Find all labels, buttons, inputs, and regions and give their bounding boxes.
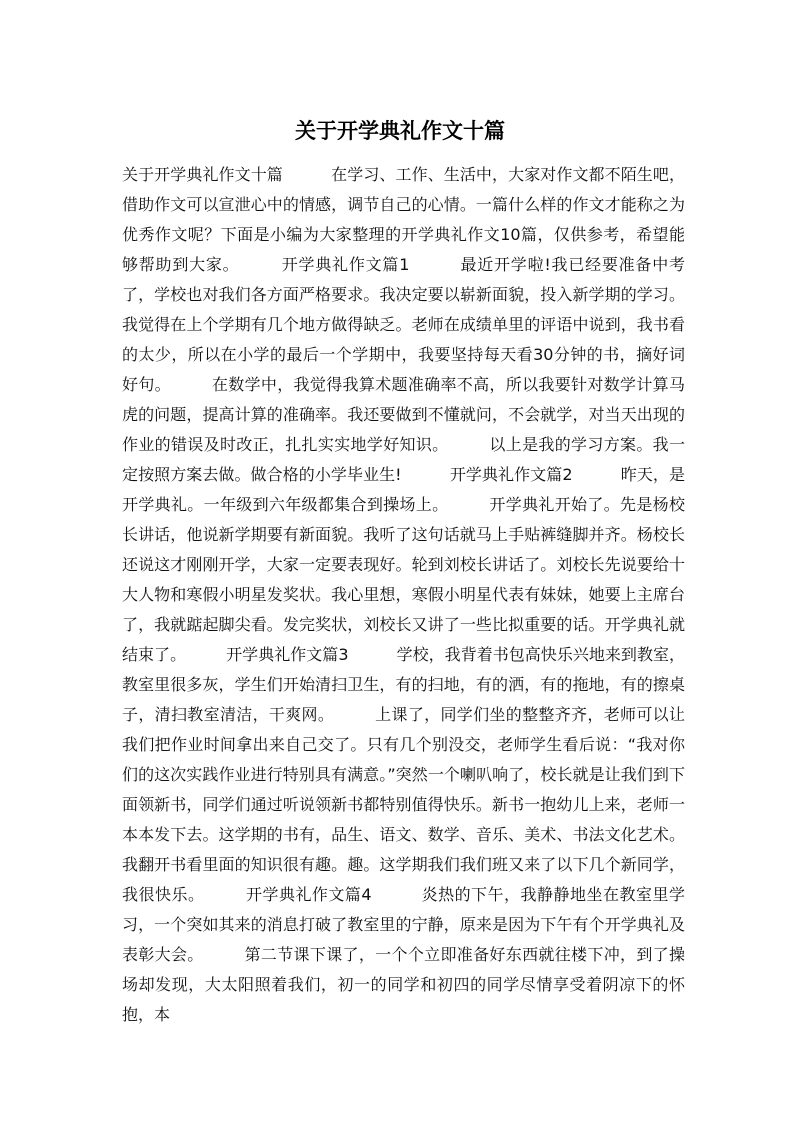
document-title: 关于开学典礼作文十篇 [295,118,505,143]
document-body: 关于开学典礼作文十篇 在学习、工作、生活中，大家对作文都不陌生吧，借助作文可以宣泄心中的情感，调节自己的心情。一篇什么样的作文才能称之为优秀作文呢？下面是小编为大家整理的开学典礼作文10篇，仅供参考，希望能够帮助到大家。 开学典礼作文篇1 最近开学啦!我已经要准备中考了，学校也对我们各方面严格要求。我决定要以崭新面貌，投入新学期的学习。我觉得在上个学期有几个地方做得缺乏。老师在成绩单里的评语中说到，我书看的太少，所以在小学的最后一个学期中，我要坚持每天看30分钟的书，摘好词好句。 在数学中，我觉得我算术题准确率不高，所以我要针对数学计算马虎的问题，提高计算的准确率。我还要做到不懂就问，不会就学，对当天出现的作业的错误及时改正，扎扎实实地学好知识。 以上是我的学习方案。我一定按照方案去做。做合格的小学毕业生! 开学典礼作文篇2 昨天，是开学典礼。一年级到六年级都集合到操场上。 开学典礼开始了。先是杨校长讲话，他说新学期要有新面貌。我听了这句话就马上手贴裤缝脚并齐。杨校长还说这才刚刚开学，大家一定要表现好。轮到刘校长讲话了。刘校长先说要给十大人物和寒假小明星发奖状。我心里想，寒假小明星代表有妹妹，她要上主席台了，我就踮起脚尖看。发完奖状，刘校长又讲了一些比拟重要的话。开学典礼就结束了。 开学典礼作文篇3 学校，我背着书包高快乐兴地来到教室，教室里很多灰，学生们开始清扫卫生，有的扫地，有的洒，有的拖地，有的擦桌子，清扫教室清洁，干爽网。 上课了，同学们坐的整整齐齐，老师可以让我们把作业时间拿出来自己交了。只有几个别没交，老师学生看后说：“我对你们的这次实践作业进行特别具有满意。”突然一个喇叭响了，校长就是让我们到下面领新书，同学们通过听说领新书都特别值得快乐。新书一抱幼儿上来，老师一本本发下去。这学期的书有，品生、语文、数学、音乐、美术、书法文化艺术。我翻开书看里面的知识很有趣。趣。这学期我们我们班又来了以下几个新同学，我很快乐。 开学典礼作文篇4 炎热的下午，我静静地坐在教室里学习，一个突如其来的消息打破了教室里的宁静，原来是因为下午有个开学典礼及表彰大会。 第二节课下课了，一个个立即准备好东西就往楼下冲，到了操场却发现，大太阳照着我们，初一的同学和初四的同学尽情享受着阴凉下的怀抱，本 [122,165,685,1024]
